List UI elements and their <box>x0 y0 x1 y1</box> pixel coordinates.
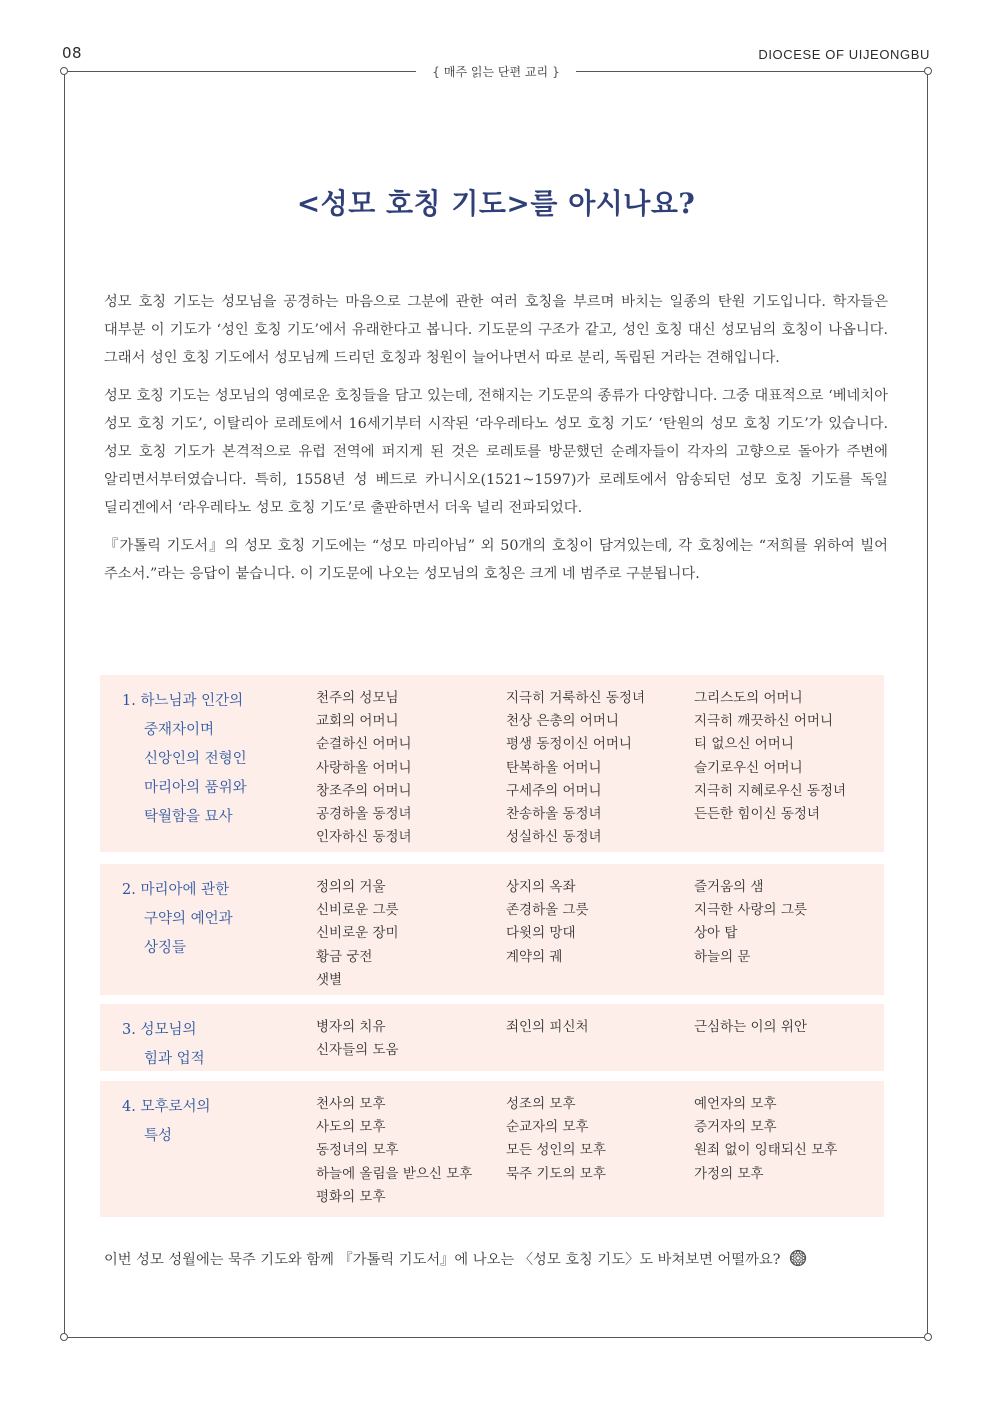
list-item: 지극히 지혜로우신 동정녀 <box>694 782 847 799</box>
list-item: 평화의 모후 <box>316 1188 386 1205</box>
list-item: 동정녀의 모후 <box>316 1142 399 1159</box>
category-heading: 2. 마리아에 관한 구약의 예언과 상징들 <box>122 882 233 956</box>
page-number: 08 <box>62 44 83 62</box>
list-item: 천주의 성모님 <box>316 690 399 706</box>
list-item: 계약의 궤 <box>506 948 563 965</box>
list-item: 찬송하올 동정녀 <box>506 806 602 823</box>
left-brace-icon: { <box>432 65 440 79</box>
bottom-rule <box>64 1337 928 1338</box>
list-item: 다윗의 망대 <box>506 925 576 942</box>
corner-dot-tl <box>60 67 68 75</box>
section-label <box>416 63 576 80</box>
list-item: 신자들의 도움 <box>316 1042 399 1059</box>
paragraph: 『가톨릭 기도서』의 성모 호칭 기도에는 “성모 마리아님” 외 50개의 호칭이 담겨있는데, 각 호칭에는 “저희를 위하여 빌어 주소서.”라는 응답이 붙습니다. 이 기도문에 나오는 성모님의 호칭은 크게 네 범주로 구분됩니다. <box>104 538 888 582</box>
list-item: 슬기로우신 어머니 <box>694 759 803 776</box>
corner-dot-tr <box>924 67 932 75</box>
list-item: 순결하신 어머니 <box>316 736 412 753</box>
title-column-2 <box>506 1093 606 1186</box>
list-item: 탄복하올 어머니 <box>506 759 602 776</box>
list-item: 신비로운 그릇 <box>316 902 399 919</box>
category-box-1 <box>100 675 884 852</box>
closing-text: 이번 성모 성월에는 묵주 기도와 함께 『가톨릭 기도서』에 나오는 〈성모 호칭 기도〉도 바쳐보면 어떨까요? <box>104 1252 781 1268</box>
title-column-1 <box>316 1093 472 1209</box>
list-item: 하늘의 문 <box>694 948 751 965</box>
list-item: 인자하신 동정녀 <box>316 829 412 846</box>
list-item: 죄인의 피신처 <box>506 1019 589 1035</box>
title-column-3 <box>694 876 807 969</box>
list-item: 모든 성인의 모후 <box>506 1142 606 1159</box>
title-column-1 <box>316 1016 399 1062</box>
list-item: 성실하신 동정녀 <box>506 829 602 846</box>
right-brace-icon: } <box>552 65 560 79</box>
list-item: 지극히 거룩하신 동정녀 <box>506 690 645 706</box>
paragraph: 성모 호칭 기도는 성모님의 영예로운 호칭들을 담고 있는데, 전해지는 기도문의 종류가 다양합니다. 그중 대표적으로 ‘베네치아 성모 호칭 기도’, 이탈리아 로레토에서 16세기부터 시작된 ‘라우레타노 성모 호칭 기도’ ‘탄원의 성모 호칭 기도’가 있습니다. 성모 호칭 기도가 본격적으로 유럽 전역에 퍼지게 된 것은 로레토를 방문했던 순례자들이 각자의 고향으로 돌아가 주변에 알리면서부터였습니다. 특히, 1558년 성 베드로 카니시오(1521~1597)가 로레토에서 암송되던 성모 호칭 기도를 독일 딜리겐에서 ‘라우레타노 성모 호칭 기도’로 출판하면서 더욱 널리 전파되었다. <box>104 388 888 516</box>
list-item: 정의의 거울 <box>316 879 386 895</box>
corner-dot-bl <box>60 1333 68 1341</box>
list-item: 원죄 없이 잉태되신 모후 <box>694 1142 838 1159</box>
category-heading: 1. 하느님과 인간의 중재자이며 신앙인의 전형인 마리아의 품위와 탁월함을 묘사 <box>122 693 247 825</box>
list-item: 교회의 어머니 <box>316 713 399 730</box>
title-column-3 <box>694 687 846 826</box>
list-item: 지극한 사랑의 그릇 <box>694 902 807 919</box>
list-item: 사랑하올 어머니 <box>316 759 412 776</box>
list-item: 상지의 옥좌 <box>506 879 576 895</box>
closing-line <box>104 1249 904 1271</box>
list-item: 천상 은총의 어머니 <box>506 713 619 730</box>
list-item: 평생 동정이신 어머니 <box>506 736 632 753</box>
section-label-text: 매주 읽는 단편 교리 <box>443 65 549 79</box>
list-item: 든든한 힘이신 동정녀 <box>694 806 820 823</box>
category-box-4 <box>100 1081 884 1217</box>
list-item: 천사의 모후 <box>316 1096 386 1112</box>
list-item: 증거자의 모후 <box>694 1119 777 1136</box>
list-item: 티 없으신 어머니 <box>694 736 794 753</box>
article-title: <성모 호칭 기도>를 아시나요? <box>296 187 696 220</box>
list-item: 예언자의 모후 <box>694 1096 777 1112</box>
title-column-3 <box>694 1093 837 1186</box>
list-item: 황금 궁전 <box>316 948 373 965</box>
list-item: 신비로운 장미 <box>316 925 399 942</box>
list-item: 창조주의 어머니 <box>316 782 412 799</box>
title-column-1 <box>316 876 399 992</box>
title-column-3 <box>694 1016 807 1039</box>
category-heading: 4. 모후로서의 특성 <box>122 1099 211 1144</box>
list-item: 사도의 모후 <box>316 1119 386 1136</box>
category-box-2 <box>100 864 884 995</box>
category-heading: 3. 성모님의 힘과 업적 <box>122 1022 205 1067</box>
list-item: 성조의 모후 <box>506 1096 576 1112</box>
list-item: 그리스도의 어머니 <box>694 690 803 706</box>
title-column-1 <box>316 687 412 849</box>
list-item: 구세주의 어머니 <box>506 782 602 799</box>
paragraph: 성모 호칭 기도는 성모님을 공경하는 마음으로 그분에 관한 여러 호칭을 부르며 바치는 일종의 탄원 기도입니다. 학자들은 대부분 이 기도가 ‘성인 호칭 기도’에서 유래한다고 봅니다. 기도문의 구조가 같고, 성인 호칭 대신 성모님의 호칭이 나옵니다. 그래서 성인 호칭 기도에서 성모님께 드리던 호칭과 청원이 늘어나면서 따로 분리, 독립된 거라는 견해입니다. <box>104 294 888 366</box>
title-column-2 <box>506 1016 589 1039</box>
diocese-name: DIOCESE OF UIJEONGBU <box>758 47 930 62</box>
list-item: 병자의 치유 <box>316 1019 386 1035</box>
corner-dot-br <box>924 1333 932 1341</box>
list-item: 공경하올 동정녀 <box>316 806 412 823</box>
list-item: 묵주 기도의 모후 <box>506 1165 606 1182</box>
title-column-2 <box>506 687 645 849</box>
rosary-end-icon <box>789 1249 807 1271</box>
title-column-2 <box>506 876 589 969</box>
list-item: 지극히 깨끗하신 어머니 <box>694 713 833 730</box>
list-item: 존경하올 그릇 <box>506 902 589 919</box>
list-item: 샛별 <box>316 971 343 988</box>
article-body <box>104 288 888 598</box>
list-item: 즐거움의 샘 <box>694 879 764 895</box>
list-item: 상아 탑 <box>694 925 738 942</box>
list-item: 근심하는 이의 위안 <box>694 1019 807 1035</box>
category-box-3 <box>100 1004 884 1071</box>
list-item: 가정의 모후 <box>694 1165 764 1182</box>
list-item: 하늘에 올림을 받으신 모후 <box>316 1165 473 1182</box>
list-item: 순교자의 모후 <box>506 1119 589 1136</box>
